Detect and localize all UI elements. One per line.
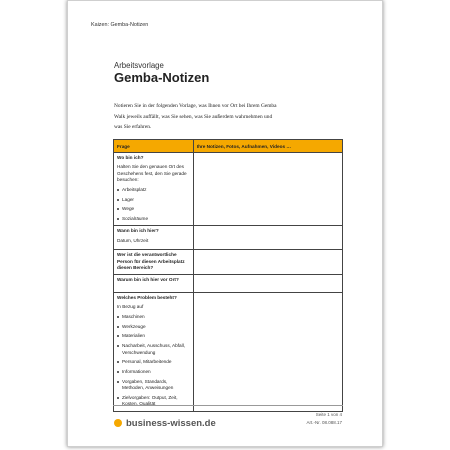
intro-paragraph — [114, 101, 334, 133]
question-description: Halten Sie den genauen Ort des Geschehens fest, den Sie gerade besuchen: — [117, 164, 187, 183]
question-cell — [114, 250, 194, 275]
document-page — [67, 0, 383, 447]
list-item: Maschinen — [117, 314, 190, 320]
document-title: Gemba-Notizen — [114, 70, 210, 85]
page-meta — [306, 411, 342, 427]
table-header-row — [114, 140, 343, 153]
notes-cell[interactable] — [193, 275, 342, 292]
question-label: Wer ist die verantwortliche Person für diesen Arbeitsplatz diesen Bereich? — [117, 252, 185, 271]
notes-cell[interactable] — [193, 250, 342, 275]
question-cell — [114, 292, 194, 411]
question-label: Welches Problem besteht? — [117, 294, 177, 300]
question-cell — [114, 275, 194, 292]
intro-line: Walk jeweils auffällt, was Sie sehen, was Sie außerdem wahrnehmen und — [114, 113, 273, 120]
notes-cell[interactable] — [193, 292, 342, 411]
logo-dot-icon — [114, 419, 122, 427]
document-subtitle: Arbeitsvorlage — [114, 61, 164, 70]
question-label: Warum bin ich hier vor Ort? — [117, 277, 179, 283]
running-head: Kaizen: Gemba-Notizen — [91, 22, 149, 28]
list-item: Wege — [117, 206, 190, 212]
list-item: Zielvorgaben: Output, Zeit, Kosten, Qualität — [117, 395, 190, 408]
article-number: Art.-Nr. 08.088.17 — [306, 420, 342, 425]
logo-text: business-wissen.de — [126, 417, 216, 429]
list-item: Personal, Mitarbeitende — [117, 359, 190, 365]
question-cell — [114, 153, 194, 226]
intro-line: was Sie erfahren. — [114, 124, 152, 130]
list-item: Vorgaben, Standards, Methoden, Anweisungen — [117, 379, 190, 392]
table-row — [114, 275, 343, 292]
list-item: Sozialräume — [117, 216, 190, 222]
list-item: Materialien — [117, 333, 190, 339]
footer-divider — [113, 405, 343, 406]
notes-cell[interactable] — [193, 153, 342, 226]
gemba-notes-table — [113, 139, 343, 412]
notes-cell[interactable] — [193, 226, 342, 250]
question-label: Wann bin ich hier? — [117, 228, 159, 234]
intro-line: Notieren Sie in der folgenden Vorlage, was Ihnen vor Ort bei Ihrem Gemba — [114, 103, 277, 109]
list-item: Arbeitsplatz — [117, 187, 190, 193]
question-description: Datum, Uhrzeit — [117, 237, 149, 243]
question-label: Wo bin ich? — [117, 155, 144, 160]
list-item: Werkzeuge — [117, 324, 190, 330]
list-item: Lager — [117, 197, 190, 203]
table-row — [114, 292, 343, 411]
question-cell — [114, 226, 194, 250]
list-item: Informationen — [117, 369, 190, 375]
brand-logo — [114, 417, 216, 429]
bullet-list — [117, 187, 190, 223]
header-notes: Ihre Notizen, Fotos, Aufnahmen, Videos … — [193, 140, 342, 153]
header-question: Frage — [114, 140, 194, 153]
bullet-list — [117, 314, 190, 408]
list-item: Nacharbeit, Ausschuss, Abfall, Verschwendung — [117, 343, 190, 356]
table-row — [114, 226, 343, 250]
question-description: In Bezug auf — [117, 304, 144, 310]
page-number: Seite 1 von 4 — [315, 412, 342, 417]
table-row — [114, 250, 343, 275]
table-row — [114, 153, 343, 226]
